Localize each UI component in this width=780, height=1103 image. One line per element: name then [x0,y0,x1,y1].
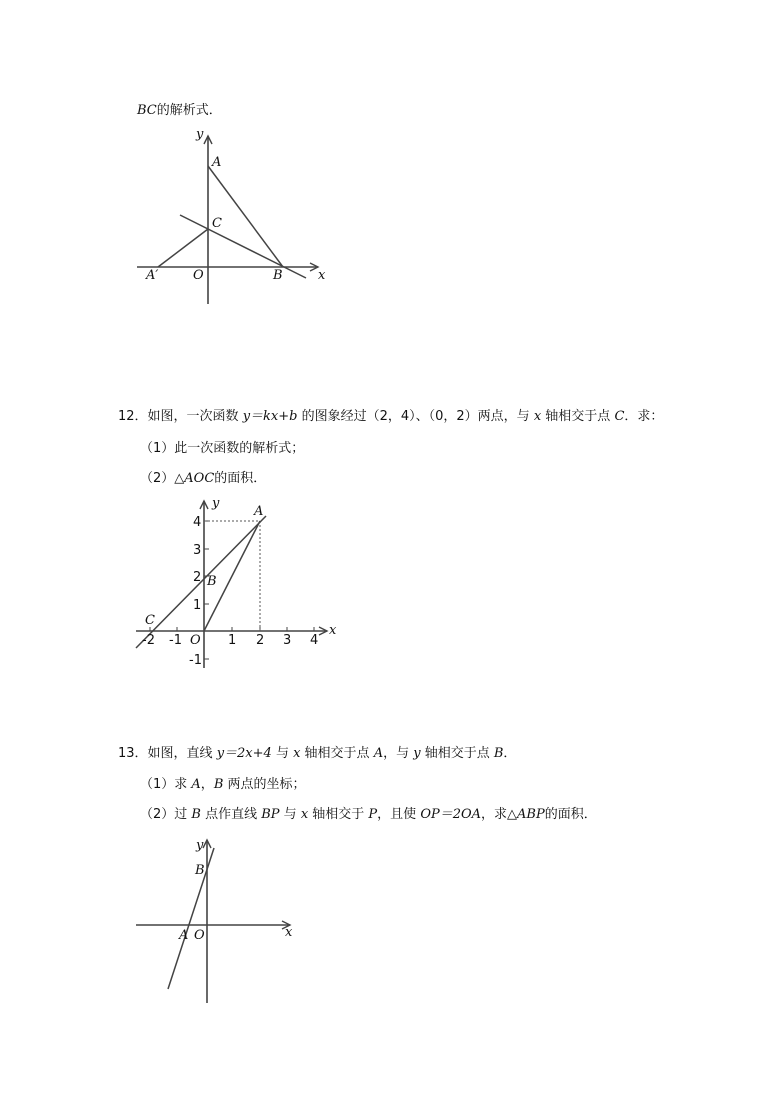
q11-var-bc: BC [137,103,157,118]
q13-point-a: A [373,746,384,761]
q12-label-o: O [190,633,201,648]
q11-label-a-prime: A′ [146,268,159,283]
q12-p2-pre: （2）△ [140,471,185,486]
q12-label-y: y [212,496,220,511]
q13-p2-d: BP [261,807,280,822]
q13-yvar: y [413,746,421,761]
q13-label-a: A [179,928,189,943]
q13-p1-pre: （1）求 [140,777,192,792]
q13-p2-l: ABP [517,807,545,822]
q13-xvar: x [293,746,301,761]
q13-label-o: O [194,928,205,943]
q13-p2-g: 轴相交于 [308,807,369,822]
q12-s4: ．求： [624,409,664,424]
q13-point-b: B [493,746,504,761]
q13-p2-b: B [191,807,201,822]
q13-s6: ． [503,746,517,761]
q12-equation: y＝kx+b [242,409,298,424]
q12-ytick-label-4: 4 [193,515,202,530]
q12-label-b: B [207,574,217,589]
q12-label-c: C [145,613,155,628]
q13-s2: 与 [271,746,294,761]
q13-p2-a: （2）过 [140,807,192,822]
q12-p2-post: 的面积． [214,471,267,486]
q11-label-b: B [273,268,283,283]
q13-p1-b: B [213,777,224,792]
q12-ytick-label-2: 2 [193,570,202,585]
q13-p2-i: ，且使 [377,807,421,822]
q11-label-x: x [318,268,326,283]
q11-tail: 的解析式． [156,103,222,118]
q13-label-y: y [196,838,204,853]
q13-p2-j: OP＝2OA [420,807,482,822]
q13-equation: y＝2x+4 [216,746,272,761]
q12-xvar: x [533,409,542,424]
q12-xtick-label-1: 1 [228,633,237,648]
q11-label-y: y [196,127,204,142]
q12-s2: 的图象经过（2，4）、（0，2）两点，与 [297,409,534,424]
q12-s3: 轴相交于点 [541,409,615,424]
q13-p2-f: x [300,807,309,822]
q13-label-b: B [195,863,205,878]
q11-label-c: C [212,216,222,231]
q13-label-x: x [285,925,293,940]
q12-ytick-label-1: 1 [193,598,202,613]
q12-xtick-label-neg1: -1 [169,633,182,648]
q12-label-a: A [254,504,264,519]
q12-xtick-label-neg2: -2 [142,633,155,648]
q13-p1-post: 两点的坐标； [223,777,306,792]
q12-xtick-label-3: 3 [283,633,292,648]
q13-s3: 轴相交于点 [300,746,374,761]
q13-p2-h: P [368,807,378,822]
q13-p2-k: ，求△ [481,807,518,822]
q12-xtick-label-2: 2 [256,633,265,648]
q12-xtick-label-4: 4 [310,633,319,648]
q13-p2-c: 点作直线 [200,807,262,822]
q12-number: 12． [118,409,148,424]
q11-label-o: O [193,268,204,283]
q11-label-a: A [212,155,222,170]
q12-point-c: C [614,409,625,424]
q13-p1-a: A [191,777,201,792]
q13-s5: 轴相交于点 [420,746,494,761]
q12-part1: （1）此一次函数的解析式； [140,441,305,456]
q12-ytick-label-neg1: -1 [189,653,202,668]
q13-s1: 如图，直线 [147,746,217,761]
q12-ytick-label-3: 3 [193,543,202,558]
q12-label-x: x [329,623,337,638]
q13-p1-mid: ， [200,777,214,792]
q13-s4: ，与 [383,746,414,761]
q13-number: 13． [118,746,148,761]
q13-p2-m: 的面积． [544,807,597,822]
q12-s1: 如图，一次函数 [147,409,243,424]
q13-p2-e: 与 [279,807,301,822]
q12-p2-var: AOC [184,471,215,486]
